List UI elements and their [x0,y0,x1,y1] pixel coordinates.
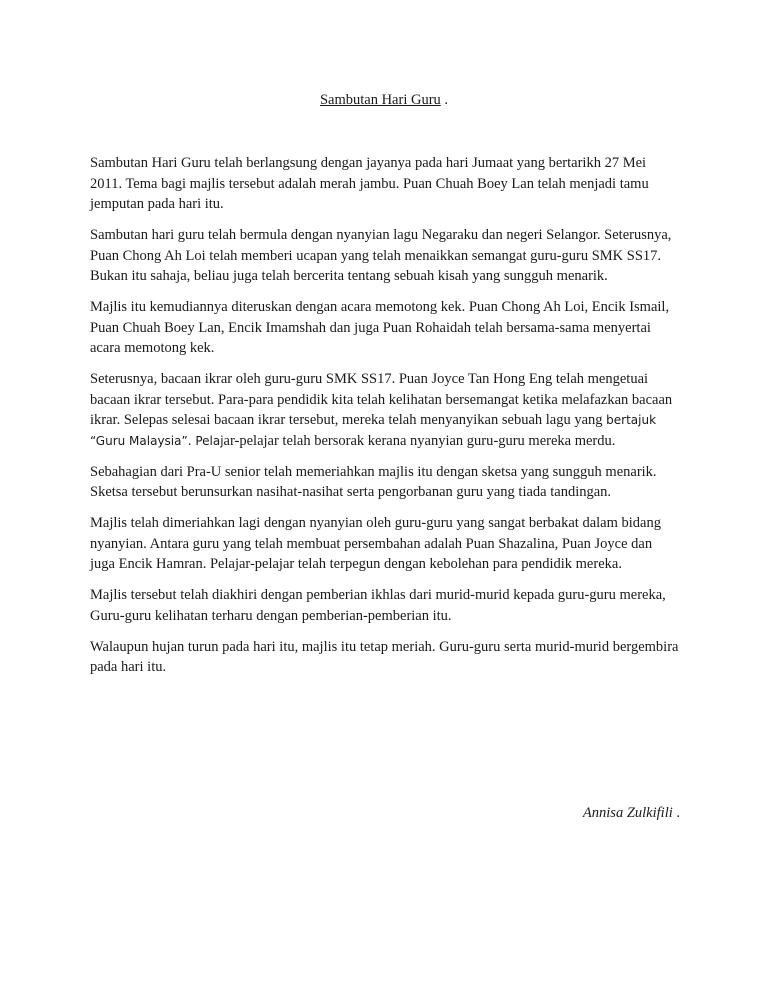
signature-suffix: . [672,805,680,821]
paragraph-6: Majlis telah dimeriahkan lagi dengan nyanyian oleh guru-guru yang sangat berbakat dalam bidang nyanyian. Antara guru yang telah membuat persembahan adalah Puan Shazalina, Puan Joyce dan juga Encik Hamran. Pelajar-pelajar telah terpegun dengan kebolehan para pendidik mereka. [90,515,661,572]
paragraph-5: Sebahagian dari Pra-U senior telah memeriahkan majlis itu dengan sketsa yang sungguh menarik. Sketsa tersebut berunsurkan nasihat-nasihat serta pengorbanan guru yang tiada tandingan. [90,463,657,500]
signature-name: Annisa Zulkifili [582,805,673,821]
paragraph-4-start: Seterusnya, bacaan ikrar oleh guru-guru SMK SS17. Puan Joyce Tan Hong Eng telah mengetuai bacaan ikrar tersebut. Para-para pendidik kita telah kelihatan bersemangat ketika melafazkan bacaan ikrar. Selepas selesai bacaan ikrar tersebut, mereka telah menyanyikan sebuah lagu yang [90,371,673,428]
paragraph-4-end: ar-pelajar telah bersorak kerana nyanyian guru-guru mereka merdu. [223,432,616,449]
paragraph-7: Majlis tersebut telah diakhiri dengan pemberian ikhlas dari murid-murid kepada guru-guru mereka, Guru-guru kelihatan terharu dengan pemberian-pemberian itu. [90,587,666,624]
paragraph-4-alt-font: bertajuk “Guru Malaysia”. Pelaj [90,413,657,448]
paragraph-3: Majlis itu kemudiannya diteruskan dengan acara memotong kek. Puan Chong Ah Loi, Encik Ismail, Puan Chuah Boey Lan, Encik Imamshah dan juga Puan Rohaidah telah bersama-sama menyertai acara memotong kek. [90,299,670,356]
document-title [0,90,768,110]
paragraph-1: Sambutan Hari Guru telah berlangsung dengan jayanya pada hari Jumaat yang bertarikh 27 Mei 2011. Tema bagi majlis tersebut adalah merah jambu. Puan Chuah Boey Lan telah menjadi tamu jemputan pada hari itu. [90,155,649,212]
document-body [90,153,680,688]
title-suffix: . [440,92,449,108]
paragraph-8: Walaupun hujan turun pada hari itu, majlis itu tetap meriah. Guru-guru serta murid-murid bergembira pada hari itu. [90,638,679,675]
signature [583,803,680,823]
paragraph-2: Sambutan hari guru telah bermula dengan nyanyian lagu Negaraku dan negeri Selangor. Seterusnya, Puan Chong Ah Loi telah memberi ucapan yang telah menaikkan semangat guru-guru SMK SS17. Bukan itu sahaja, beliau juga telah bercerita tentang sebuah kisah yang sungguh menarik. [90,227,672,284]
title-text: Sambutan Hari Guru [319,92,441,108]
paragraph-4 [90,369,680,451]
